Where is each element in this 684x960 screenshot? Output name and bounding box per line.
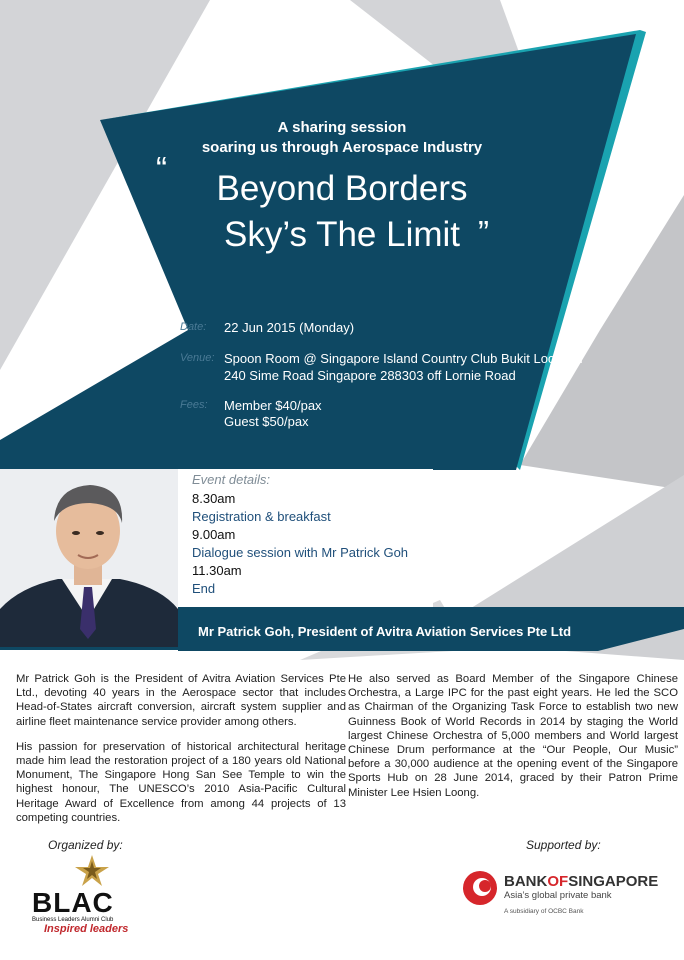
close-quote: ”	[478, 214, 489, 251]
detail-item: Dialogue session with Mr Patrick Goh	[192, 545, 409, 560]
blac-tagline: Inspired leaders	[44, 923, 129, 935]
bank-tagline: Asia’s global private bank	[504, 890, 612, 901]
venue-line-1: Spoon Room @ Singapore Island Country Club Bukit Location	[224, 351, 583, 366]
event-details-box	[178, 469, 433, 607]
bank-subsidiary: A subsidiary of OCBC Bank	[504, 908, 584, 915]
detail-item: End	[192, 581, 216, 596]
star-icon	[72, 853, 112, 889]
fees-label: Fees:	[180, 399, 208, 411]
blac-name: BLAC	[32, 887, 114, 918]
bank-emblem-icon	[462, 870, 498, 906]
bank-name-part: SINGAPORE	[568, 873, 659, 890]
venue-line-2: 240 Sime Road Singapore 288303 off Lornie Road	[224, 368, 516, 383]
date-label: Date:	[180, 321, 207, 333]
detail-item: 8.30am	[192, 491, 236, 506]
subtitle-line-2: soaring us through Aerospace Industry	[201, 139, 483, 156]
speaker-banner	[178, 607, 684, 651]
bank-name-part: OF	[547, 873, 569, 890]
speaker-name: Mr Patrick Goh, President of Avitra Aviation Services Pte Ltd	[198, 624, 572, 639]
bank-logo	[462, 870, 662, 920]
detail-item: Registration & breakfast	[192, 509, 331, 524]
bank-name-part: BANK	[504, 873, 548, 890]
blac-logo	[28, 853, 148, 935]
bio-paragraph: He also served as Board Member of the Singapore Chinese Orchestra, a Large IPC for the past eight years. He led the SCO as Chairman of the Organizing Task Force to establish two new Guinness Book of World Records in 2014 by staging the World largest Chinese Orchestra of 5,000 members and World largest Chinese Drum performance at the “Our People, Our Music” before a 30,000 audience at the opening event of the Singapore Sports Hub on 28 June 2014, graced by their Patron Prime Minister Lee Hsien Loong.	[348, 673, 678, 799]
event-details-title: Event details:	[192, 472, 271, 487]
bank-name	[504, 873, 658, 890]
bio-paragraph: Mr Patrick Goh is the President of Avitra Aviation Services Pte Ltd., devoting 40 years in the Aerospace sector that includes Head-of-States aircraft conversion, aircraft system supplier and airline fleet maintenance service provider among others.	[16, 673, 346, 728]
detail-item: 11.30am	[192, 563, 242, 578]
organized-by-label: Organized by:	[48, 838, 123, 852]
date-value: 22 Jun 2015 (Monday)	[224, 320, 355, 335]
subtitle-line-1: A sharing session	[277, 119, 407, 136]
blac-subtitle: Business Leaders Alumni Club	[32, 917, 114, 923]
venue-label: Venue:	[180, 352, 215, 364]
detail-item: 9.00am	[192, 527, 236, 542]
title-line-2: Sky’s The Limit	[223, 215, 460, 254]
title-line-1: Beyond Borders	[216, 169, 468, 208]
bio-paragraph: His passion for preservation of historical architectural heritage made him lead the restoration project of a 180 years old National Monument, The Singapore Hong San See Temple to win the highest honour, The UNESCO’s 2010 Asia-Pacific Cultural Heritage Award of Excellence from among 44 projects of 13 competing countries.	[16, 740, 346, 824]
open-quote: “	[156, 150, 167, 187]
bio-column-left	[16, 672, 346, 836]
bio-column-right	[348, 672, 678, 811]
supported-by-label: Supported by:	[526, 838, 601, 852]
speaker-photo	[0, 469, 178, 647]
fees-line-2: Guest $50/pax	[224, 414, 309, 429]
event-details-list	[192, 490, 408, 598]
fees-line-1: Member $40/pax	[224, 398, 322, 413]
